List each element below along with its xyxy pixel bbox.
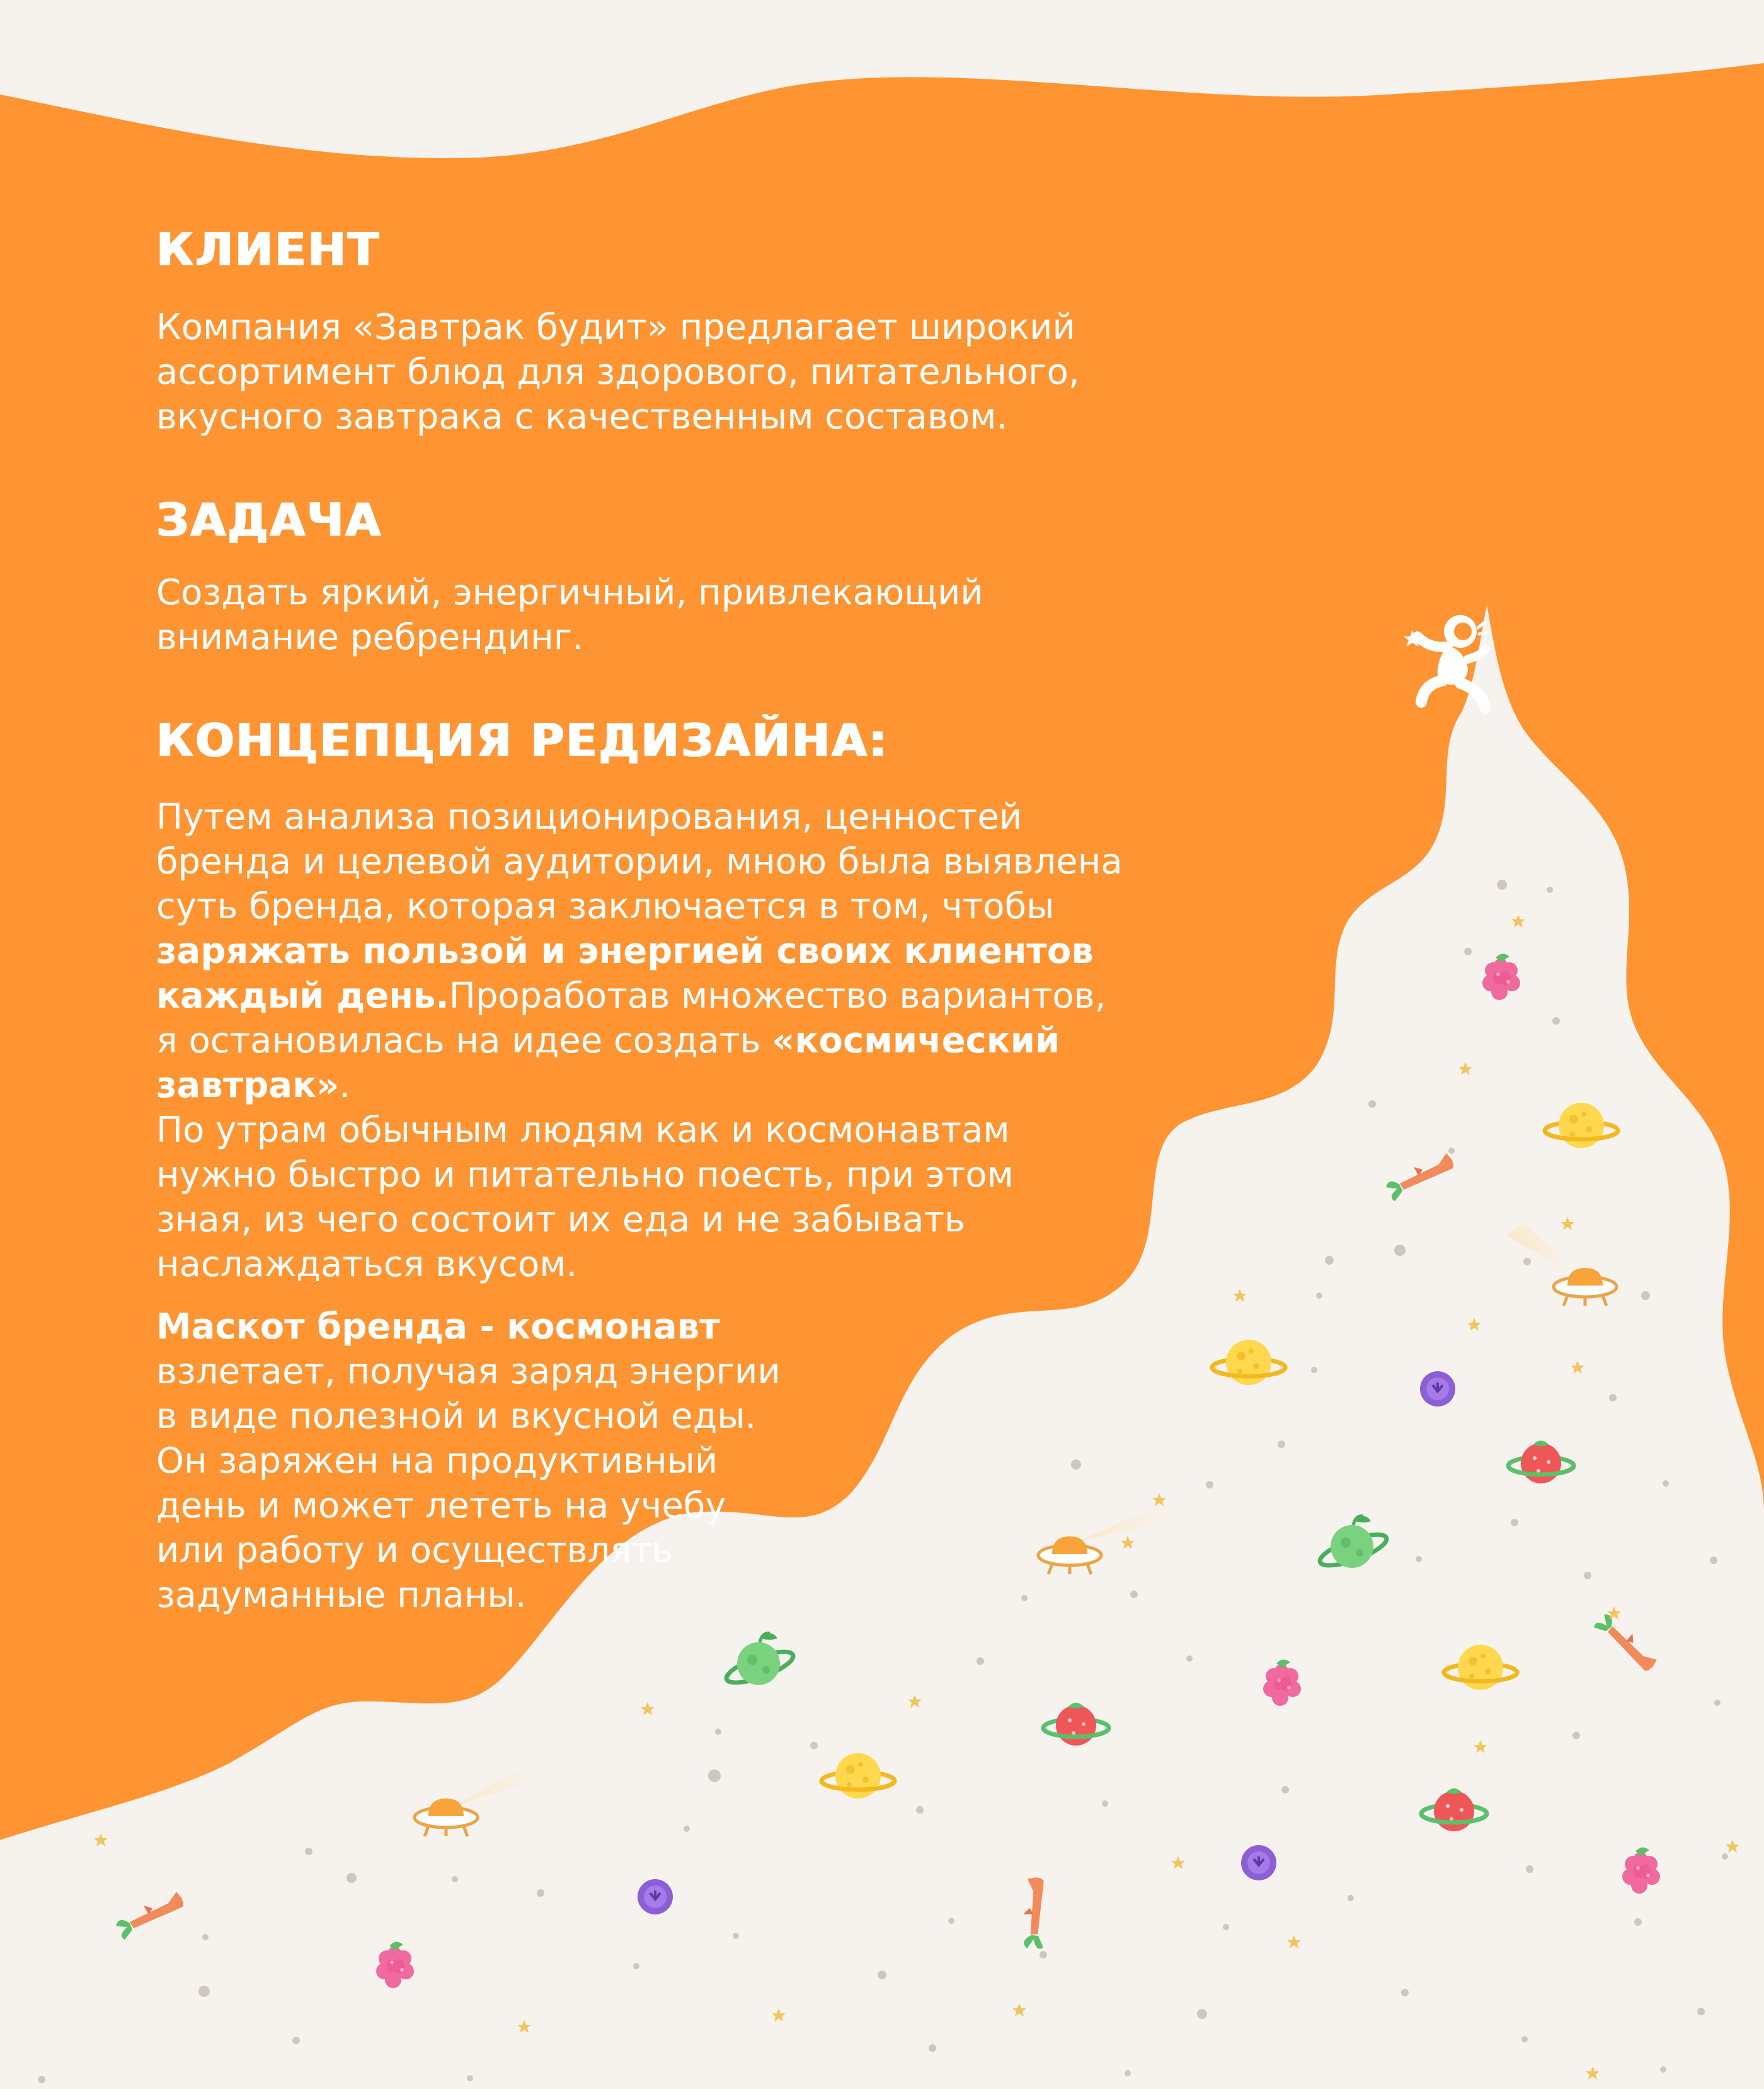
client-line: Компания «Завтрак будит» предлагает широкий <box>156 307 1075 348</box>
mascot-line: или работу и осуществлять <box>156 1530 673 1571</box>
concept-line: наслаждаться вкусом. <box>156 1244 578 1285</box>
mascot-line: в виде полезной и вкусной еды. <box>156 1396 757 1437</box>
blueberry-icon <box>1420 1371 1455 1407</box>
task-line: Создать яркий, энергичный, привлекающий <box>156 572 983 613</box>
concept-line: По утрам обычным людям как и космонавтам <box>156 1110 1010 1151</box>
concept-line: нужно быстро и питательно поесть, при этом <box>156 1154 1014 1195</box>
blueberry-icon <box>638 1879 673 1914</box>
concept-highlight: каждый день. <box>156 975 449 1016</box>
concept-highlight: «космический <box>772 1020 1060 1061</box>
mascot-line: взлетает, получая заряд энергии <box>156 1351 781 1392</box>
mascot-title: Маскот бренда - космонавт <box>156 1306 720 1347</box>
concept-line: бренда и целевой аудитории, мною была выявлена <box>156 841 1123 882</box>
mascot-line: Он заряжен на продуктивный <box>156 1441 718 1482</box>
client-line: ассортимент блюд для здорового, питательного, <box>156 352 1080 393</box>
task-line: внимание ребрендинг. <box>156 617 583 658</box>
mascot-line: день и может лететь на учебу <box>156 1485 726 1526</box>
concept-highlight: завтрак» <box>156 1065 340 1106</box>
task-heading: ЗАДАЧА <box>156 493 382 546</box>
task-description <box>156 570 1252 660</box>
concept-line: Проработав множество вариантов, <box>449 975 1106 1016</box>
blueberry-icon <box>1241 1845 1276 1880</box>
text-content <box>156 214 1252 1618</box>
client-line: вкусного завтрака с качественным составом. <box>156 396 1008 437</box>
concept-line: я остановилась на идее создать <box>156 1020 772 1061</box>
concept-line: . <box>339 1065 351 1106</box>
client-description <box>156 305 1252 439</box>
mascot-line: задуманные планы. <box>156 1575 527 1616</box>
concept-description <box>156 795 1252 1287</box>
concept-line: суть бренда, которая заключается в том, чтобы <box>156 886 1055 927</box>
client-heading: КЛИЕНТ <box>156 223 381 276</box>
concept-highlight: заряжать пользой и энергией своих клиентов <box>156 931 1094 972</box>
concept-line: Путем анализа позиционирования, ценностей <box>156 797 1022 837</box>
concept-line: зная, из чего состоит их еда и не забывать <box>156 1199 966 1240</box>
mascot-description <box>156 1304 1252 1618</box>
concept-heading: КОНЦЕПЦИЯ РЕДИЗАЙНА: <box>156 714 889 767</box>
